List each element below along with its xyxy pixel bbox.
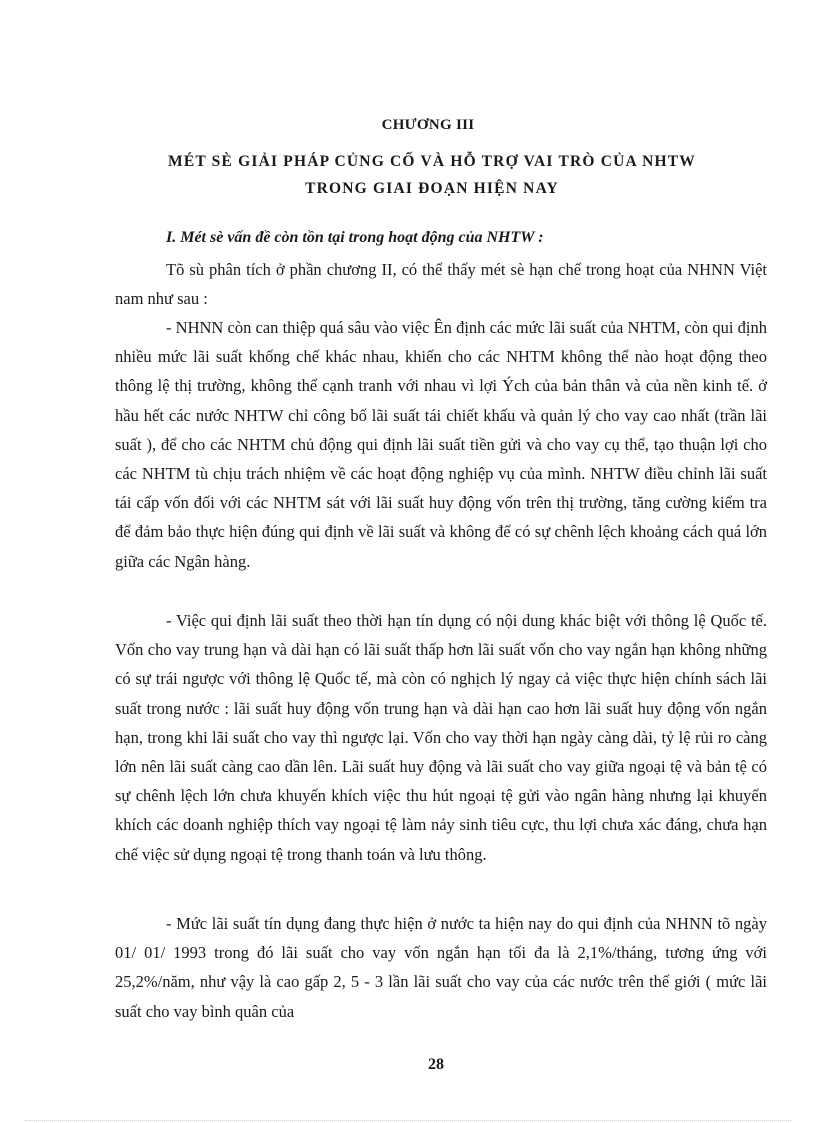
paragraph-block-4: [115, 909, 767, 1026]
chapter-title: [0, 148, 816, 202]
body-paragraph: - NHNN còn can thiệp quá sâu vào việc Ên định các mức lãi suất của NHTM, còn qui định nhiều mức lãi suất khống chế khác nhau, khiến cho các NHTM không thể nào hoạt động theo thông lệ thị trường, không thể cạnh tranh với nhau vì lợi Ých của bản thân và của nền kinh tế. ở hầu hết các nước NHTW chỉ công bố lãi suất tái chiết khấu và quản lý cho vay cao nhất (trần lãi suất ), để cho các NHTM chủ động qui định lãi suất tiền gửi và cho vay cụ thể, tạo thuận lợi cho các NHTM tù chịu trách nhiệm về các hoạt động nghiệp vụ của mình. NHTW điều chỉnh lãi suất tái cấp vốn đối với các NHTM sát với lãi suất huy động vốn trên thị trường, tăng cường kiểm tra để đảm bảo thực hiện đúng qui định về lãi suất và không để có sự chênh lệch khoảng cách quá lớn giữa các Ngân hàng.: [115, 318, 767, 571]
section-heading: I. Mét sè vấn đề còn tồn tại trong hoạt động của NHTW :: [166, 229, 544, 246]
body-paragraph: - Việc qui định lãi suất theo thời hạn tín dụng có nội dung khác biệt với thông lệ Quốc tế. Vốn cho vay trung hạn và dài hạn có lãi suất thấp hơn lãi suất vốn cho vay ngắn hạn không những có sự trái ngược với thông lệ Quốc tế, mà còn có nghịch lý ngay cả việc thực hiện chính sách lãi suất trong nước : lãi suất huy động vốn trung hạn và dài hạn cao hơn lãi suất huy động vốn ngắn hạn, trong khi lãi suất cho vay thì ngược lại. Vốn cho vay thời hạn ngày càng dài, tỷ lệ rủi ro càng lớn nên lãi suất càng cao dần lên. Lãi suất huy động và lãi suất cho vay giữa ngoại tệ và bản tệ có sự chênh lệch lớn chưa khuyến khích việc thu hút ngoại tệ gửi vào ngân hàng nhưng lại khuyến khích các doanh nghiệp thích vay ngoại tệ làm nảy sinh tiêu cực, thu lợi chưa xác đáng, chưa hạn chế việc sử dụng ngoại tệ trong thanh toán và lưu thông.: [115, 611, 767, 864]
paragraph-block-3: [115, 606, 767, 869]
body-paragraph: Tõ sù phân tích ở phần chương II, có thể thấy mét sè hạn chế trong hoạt của NHNN Việt nam như sau :: [115, 260, 767, 309]
body-paragraph: - Mức lãi suất tín dụng đang thực hiện ở nước ta hiện nay do qui định của NHNN tõ ngày 01/ 01/ 1993 trong đó lãi suất cho vay vốn ngắn hạn tối đa là 2,1%/tháng, tương ứng với 25,2%/năm, như vậy là cao gấp 2, 5 - 3 lần lãi suất cho vay của các nước trên thế giới ( mức lãi suất cho vay bình quân của: [115, 914, 767, 1021]
page-number: 28: [428, 1056, 444, 1073]
chapter-label: CHƯƠNG III: [381, 117, 475, 133]
paragraph-block-2: [115, 313, 767, 576]
page-bottom-divider: [25, 1120, 791, 1121]
chapter-title-line-1: MÉT SÈ GIẢI PHÁP CỦNG CỐ VÀ HỖ TRỢ VAI TRÒ CỦA NHTW: [167, 153, 696, 170]
paragraph-block-1: [115, 255, 767, 313]
chapter-title-line-2: TRONG GIAI ĐOẠN HIỆN NAY: [305, 180, 559, 197]
